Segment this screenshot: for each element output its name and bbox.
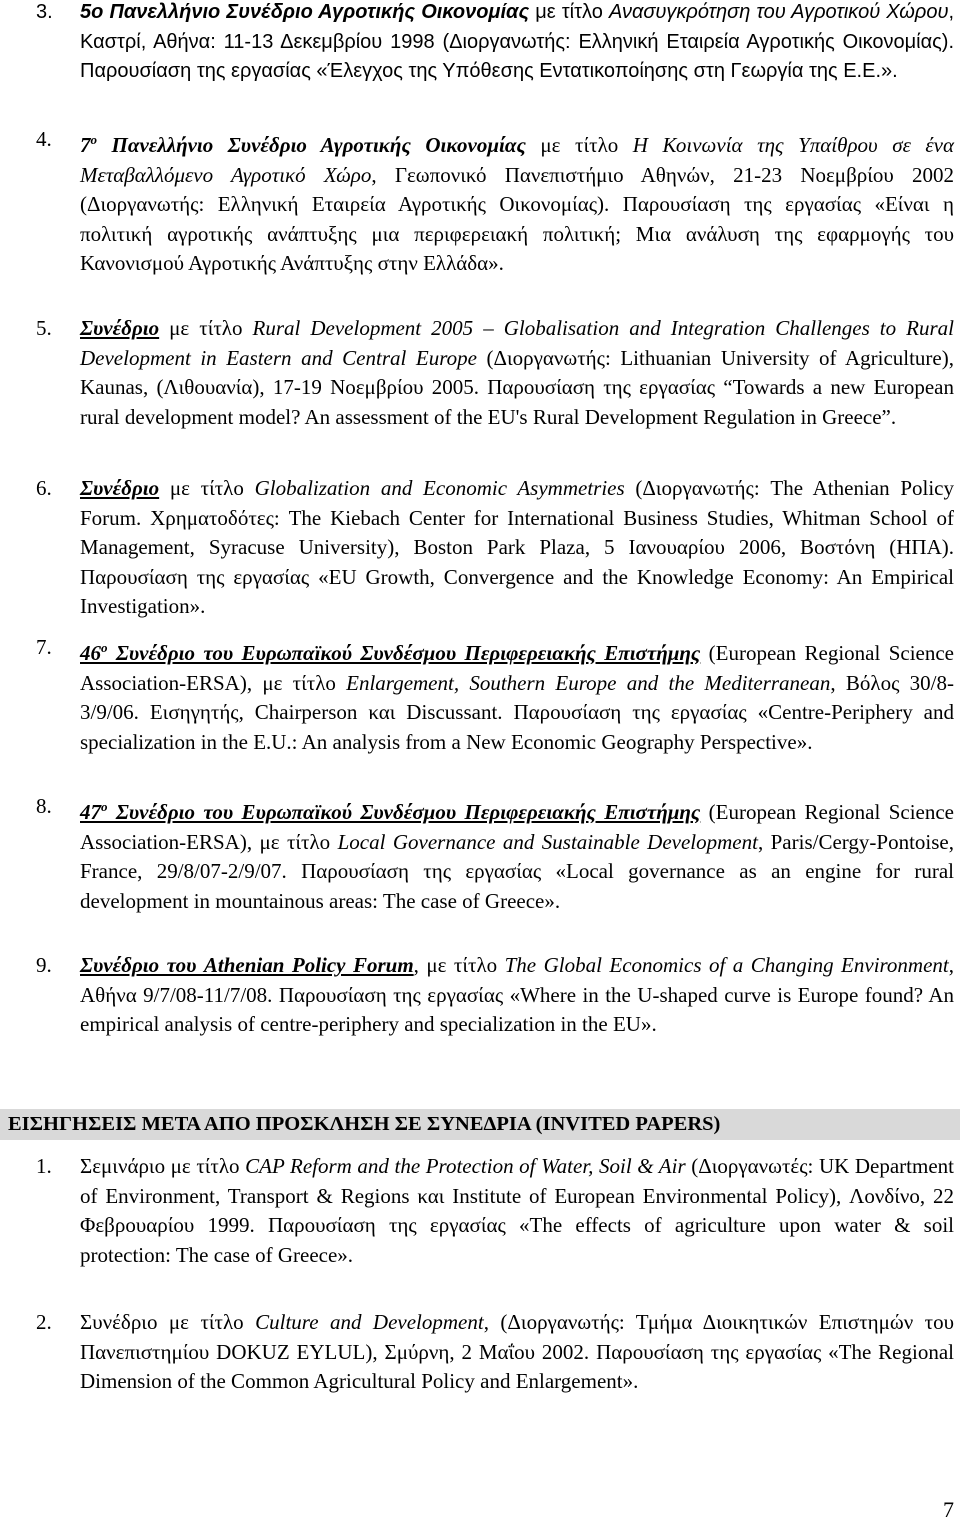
- item-number: 6.: [36, 476, 52, 500]
- item-number: 2.: [36, 1310, 52, 1334]
- conference-title: Συνέδριο: [80, 476, 160, 500]
- conference-title: Συνέδριο: [80, 316, 160, 340]
- conference-theme: The Global Economics of a Changing Environment: [504, 953, 949, 977]
- seminar-theme: CAP Reform and the Protection of Water, Soil & Air: [245, 1154, 686, 1178]
- item-number: 5.: [36, 316, 52, 340]
- item-number: 8.: [36, 794, 52, 818]
- list-item-4: 4. $7^o$ Πανελλήνιο Συνέδριο Αγροτικής Οικονομίας με τίτλο Η Κοινωνία της Υπαίθρου σε ένα Μεταβαλλόμενο Αγροτικό Χώρο, Γεωπονικό Πανεπιστήμιο Αθηνών, 21-23 Νοεμβρίου 2002 (Διοργανωτής: Ελληνική Εταιρεία Αγροτικής Οικονομίας). Παρουσίαση της εργασίας «Είναι η πολιτική αγροτικής ανάπτυξης μια περιφερειακή πολιτική; Μια ανάλυση της εφαρμογής του Κανονισμού Αγροτικής Ανάπτυξης στην Ελλάδα».: [36, 127, 955, 275]
- conference-title: $7^o$ Πανελλήνιο Συνέδριο Αγροτικής Οικονομίας: [80, 132, 526, 157]
- list-item-7: 7. $46^o$ Συνέδριο του Ευρωπαϊκού Συνδέσμου Περιφερειακής Επιστήμης (European Regional Science Association-ERSA), με τίτλο Enlargement, Southern Europe and the Mediterranean, Βόλος 30/8-3/9/06. Εισηγητής, Chairperson και Discussant. Παρουσίαση της εργασίας «Centre-Periphery and specialization in the E.U.: An analysis from a New Economic Geography Perspective».: [36, 635, 954, 754]
- item-number: 1.: [36, 1154, 52, 1178]
- conference-theme: Local Governance and Sustainable Development: [337, 829, 758, 854]
- conference-theme: Η Κοινωνία της Υπαίθρου σε ένα Μεταβαλλόμενο Αγροτικό Χώρο: [80, 133, 955, 187]
- conference-theme: Culture and Development: [255, 1310, 484, 1334]
- conference-theme: Enlargement, Southern Europe and the Mediterranean: [346, 670, 831, 695]
- conference-title: $46^o$ Συνέδριο του Ευρωπαϊκού Συνδέσμου Περιφερειακής Επιστήμης: [80, 640, 701, 665]
- list-item-5: 5. Συνέδριο με τίτλο Rural Development 2005 – Globalisation and Integration Challenges to Rural Development in Eastern and Central Europe (Διοργανωτής: Lithuanian University of Agriculture), Kaunas, (Λιθουανία), 17-19 Νοεμβρίου 2005. Παρουσίαση της εργασίας “Towards a new European rural development model? An assessment of the EU's Rural Development Regulation in Greece”.: [36, 316, 954, 429]
- conference-title: 5ο Πανελλήνιο Συνέδριο Αγροτικής Οικονομίας: [80, 1, 530, 23]
- conference-theme: Ανασυγκρότηση του Αγροτικού Χώρου: [608, 1, 949, 23]
- conference-theme: Rural Development 2005 – Globalisation and Integration Challenges to Rural Development in Eastern and Central Europe: [80, 316, 954, 370]
- invited-paper-1: 1. Σεμινάριο με τίτλο CAP Reform and the Protection of Water, Soil & Air (Διοργανωτές: UK Department of Environment, Transport & Regions και Institute of European Environmental Policy), Λονδίνο, 22 Φεβρουαρίου 1999. Παρουσίαση της εργασίας «The effects of agriculture upon water & soil protection: The case of Greece».: [36, 1154, 954, 1267]
- invited-paper-2: 2. Συνέδριο με τίτλο Culture and Development, (Διοργανωτής: Τμήμα Διοικητικών Επιστημών του Πανεπιστημίου DOKUZ EYLUL), Σμύρνη, 2 Μαΐου 2002. Παρουσίαση της εργασίας «The Regional Dimension of the Common Agricultural Policy and Enlargement».: [36, 1310, 954, 1393]
- conference-title: Συνέδριο του Athenian Policy Forum: [80, 953, 414, 977]
- section-heading: ΕΙΣΗΓΗΣΕΙΣ ΜΕΤΑ ΑΠΟ ΠΡΟΣΚΛΗΣΗ ΣΕ ΣΥΝΕΔΡΙΑ (INVITED PAPERS): [0, 1109, 960, 1140]
- item-number: 3.: [36, 1, 53, 23]
- page-number: 7: [943, 1497, 954, 1522]
- conference-title: $47^o$ Συνέδριο του Ευρωπαϊκού Συνδέσμου Περιφερειακής Επιστήμης: [80, 799, 701, 824]
- list-item-9: 9. Συνέδριο του Athenian Policy Forum, με τίτλο The Global Economics of a Changing Environment, Αθήνα 9/7/08-11/7/08. Παρουσίαση της εργασίας «Where in the U-shaped curve is Europe found? An empirical analysis of centre-periphery and specialization in the EU».: [36, 953, 954, 1036]
- item-number: 7.: [36, 635, 52, 659]
- item-number: 9.: [36, 953, 52, 977]
- conference-theme: Globalization and Economic Asymmetries: [254, 476, 625, 500]
- list-item-6: 6. Συνέδριο με τίτλο Globalization and Economic Asymmetries (Διοργανωτής: The Athenian Policy Forum. Χρηματοδότες: The Kiebach Center for International Business Studies, Whitman School of Management, Syracuse University), Boston Park Plaza, 5 Ιανουαρίου 2006, Βοστόνη (ΗΠΑ). Παρουσίαση της εργασίας «EU Growth, Convergence and the Knowledge Economy: An Empirical Investigation».: [36, 476, 954, 618]
- item-number: 4.: [36, 127, 52, 151]
- list-item-8: 8. $47^o$ Συνέδριο του Ευρωπαϊκού Συνδέσμου Περιφερειακής Επιστήμης (European Regional Science Association-ERSA), με τίτλο Local Governance and Sustainable Development, Paris/Cergy-Pontoise, France, 29/8/07-2/9/07. Παρουσίαση της εργασίας «Local governance as an engine for rural development in mountainous areas: The case of Greece».: [36, 794, 954, 913]
- list-item-3: 3. 5ο Πανελλήνιο Συνέδριο Αγροτικής Οικονομίας με τίτλο Ανασυγκρότηση του Αγροτικού Χώρου, Καστρί, Αθήνα: 11-13 Δεκεμβρίου 1998 (Διοργανωτής: Ελληνική Εταιρεία Αγροτικής Οικονομίας). Παρουσίαση της εργασίας «Έλεγχος της Υπόθεσης Εντατικοποίησης στη Γεωργία της Ε.Ε.».: [80, 0, 954, 87]
